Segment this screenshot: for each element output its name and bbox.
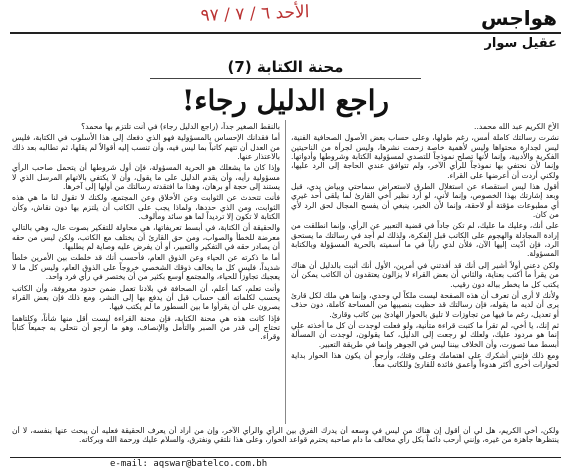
top-rule	[10, 32, 561, 34]
paragraph: فأنت تتحدث عن الثوابت وعن الأخلاق وعن المجتمع، ولكنك لا تقول لنا ما هي هذه الثوابت، ومن الذي حددها، ولماذا يجب على الكاتب أن يلتزم بها دون نقاش، وكأن الكتابة لا تكون إلا ترديداً لما هو سائد ومألوف.	[12, 193, 280, 222]
subtitle-rule	[150, 78, 421, 79]
handwritten-date: الأحد ٦ / ٧ / ٩٧	[200, 2, 310, 26]
article-column-left	[12, 122, 280, 424]
paragraph: وأنت تعلم، كما أعلم، أن الصحافة في بلادنا تعمل ضمن حدود معروفة، وأن الكاتب يحسب لكلماته ألف حساب قبل أن يدفع بها إلى النشر، ومع ذلك فإن بعض القراء يصرون على أن يقرأوا ما بين السطور ما لم يكتب فيها.	[12, 283, 280, 312]
paragraph: أقول هذا ليس استقصاء عن استغلال الطرق لاستعراض سماحتي وبياض يدي، قبل وبعد إشارتك بهذا الخصوص، وإنما لأني، لو أرد نظير أخي القارئ لما يلقى أحد غيري أي مطبوعات مؤقتة أو لاحقة، وإنما لأن الخبر، ينبغي أن يفسح المجال لحق الرد لأي من كان.	[291, 182, 559, 220]
paragraph: أما فقدانك الإحساس بالمسؤولية فهو الذي دفعك إلى هذا الأسلوب في الكتابة، فليس من العدل أن تتهم كاتباً بما ليس فيه، وأن تنسب إليه أقوالاً لم يقلها، ثم تطالبه بعد ذلك بالاعتذار عنها.	[12, 133, 280, 162]
paragraph: أما ما ذكرته عن الحياء وعن الذوق العام، فأحسب أنك قد خلطت بين الأمرين خلطاً شديداً، فليس كل ما يخالف ذوقك الشخصي خروجاً على الذوق العام، وليس كل ما لا يعجبك تجاوزاً للحياء، والمجتمع أوسع بكثير من أن يختصر في رأي فرد واحد.	[12, 253, 280, 282]
paragraph: على أنك، وعليك ما عليك، لم تكن جاداً في قضية التعبير عن الرأي، وإنما انطلقت من إرادة المجادلة والهجوم على الكاتب قبل الفكرة، ولذلك لم أجد في رسالتك ما يستحق الرد، فإن أدّيت إليها الآن، فلأن لدي رأياً في ما أسميته بالحرية المسؤولة وبالكتابة المسؤولة.	[291, 221, 559, 259]
bottom-rule	[10, 457, 561, 458]
article-subtitle: محنة الكتابة (7)	[227, 58, 344, 76]
paragraph: ثم إنك، يا أخي، لم تقرأ ما كتبت قراءة متأنية، ولو فعلت لوجدت أن كل ما أخذته علي إنما هو مردود عليك، ولعلك لو رجعت إلى الدليل، كما يقولون، لوجدت أن المسألة أبسط مما تصورت، وأن الخلاف بيننا ليس في الجوهر وإنما في طريقة التعبير.	[291, 320, 559, 349]
paragraph: نشرت رسالتك كاملة أمس، رغم طولها، وعلى حساب بعض الأصول الصحافية الفنية، ليس لجدارة محتواها وليس لأهمية خاصة زحمت نشرها، وليس لجرأة من الناحيتين الفكرية والأدبية، وإنما لأنها تصلح نموذجاً للتصدي لمسؤولية الكتابة وشروطها وأدواتها. وإنما لأن نحتفي بها نموذجاً للرأي الآخر، ولم تتوافق عندي الحاجة إلى الرد عليها، ولكني أردت أن أعرضها على القراء.	[291, 133, 559, 180]
column-divider	[285, 120, 286, 424]
column-name: هواجس	[481, 6, 557, 30]
paragraph: فإذا كانت هذه هي محنة الكتابة، فإن محنة القراءة ليست أقل منها شأناً، وكلتاهما تحتاج إلى قدر من الصبر والتأمل والإنصاف، وهو ما أرجو أن نتحلى به جميعاً كتاباً وقراء.	[12, 313, 280, 342]
paragraph: الأخ الكريم عبد الله محمد..	[474, 122, 559, 131]
author-email: e-mail: aqswar@batelco.com.bh	[110, 459, 268, 469]
paragraph: والحقيقة أن الكتابة، في أبسط تعريفاتها، هي محاولة للتفكير بصوت عال، وهي بالتالي معرضة للخطأ والصواب، ومن حق القارئ أن يختلف مع الكاتب، ولكن ليس من حقه أن يصادر حقه في التفكير والتعبير، أو أن يفرض عليه وصاية لم يطلبها.	[12, 223, 280, 252]
article-title: راجع الدليل رجاء!	[181, 84, 390, 117]
paragraph: ولأنك لا أرى أن تعرف أن هذه الصفحة ليست ملكاً لي وحدي، وإنما هي ملك لكل قارئ يرى أن لديه ما يقوله، فإن رسالتك قد حظيت بنصيبها من المساحة كاملة، دون حذف أو تعديل، رغم ما فيها من تجاوزات لا تليق بالحوار الهادئ بين كاتب وقارئ.	[291, 290, 559, 319]
paragraph: ومع ذلك فإنني أشكرك على اهتمامك وعلى وقتك، وأرجو أن يكون هذا الحوار بداية لحوارات أخرى أكثر هدوءاً وأعمق فائدة للقارئ وللكاتب معاً.	[291, 350, 559, 370]
closing-paragraph: ولكن، أخي الكريم، هل لي أن أقول إن هناك من ليس في وسعه أن يدرك الفرق بين الرأي والرأي الآخر، وإن من أراد أن يعرف الحقيقة فعليه أن يبحث عنها بنفسه، لا أن ينتظرها جاهزة من غيره، وإنني أرحب دائماً بكل رأي مخالف ما دام صاحبه يحترم قواعد الحوار، وعلى هذا نلتقي ونفترق، والسلام عليك ورحمة الله وبركاته.	[12, 426, 559, 445]
author-name: عقيل سوار	[484, 36, 557, 51]
paragraph: وإذا كان ما يشغلك هو الحرية المسؤولة، فإن أول شروطها أن يتحمل صاحب الرأي مسؤولية رأيه، وأن يقدم الدليل على ما يقول، وأن لا يكتفي بالاتهام المرسل الذي لا يستند إلى حجة أو برهان، وهذا ما افتقدته رسالتك من أولها إلى آخرها.	[12, 163, 280, 192]
article-column-right	[291, 122, 559, 424]
paragraph: ولكن دعني أولاً أشير إلى أنك قد أفدتني في أمرين، الأول أنك أثبت بالدليل أن هناك من يقرأ ما أكتب بعناية، والثاني أن بعض القراء لا يزالون يعتقدون أن الكاتب يمكن أن يكتب كل ما يخطر بباله دون رقيب.	[291, 260, 559, 289]
paragraph: بالنقط الصغير جداً، (راجع الدليل رجاء) في أنت تلتزم بها محمد؟	[81, 122, 280, 131]
